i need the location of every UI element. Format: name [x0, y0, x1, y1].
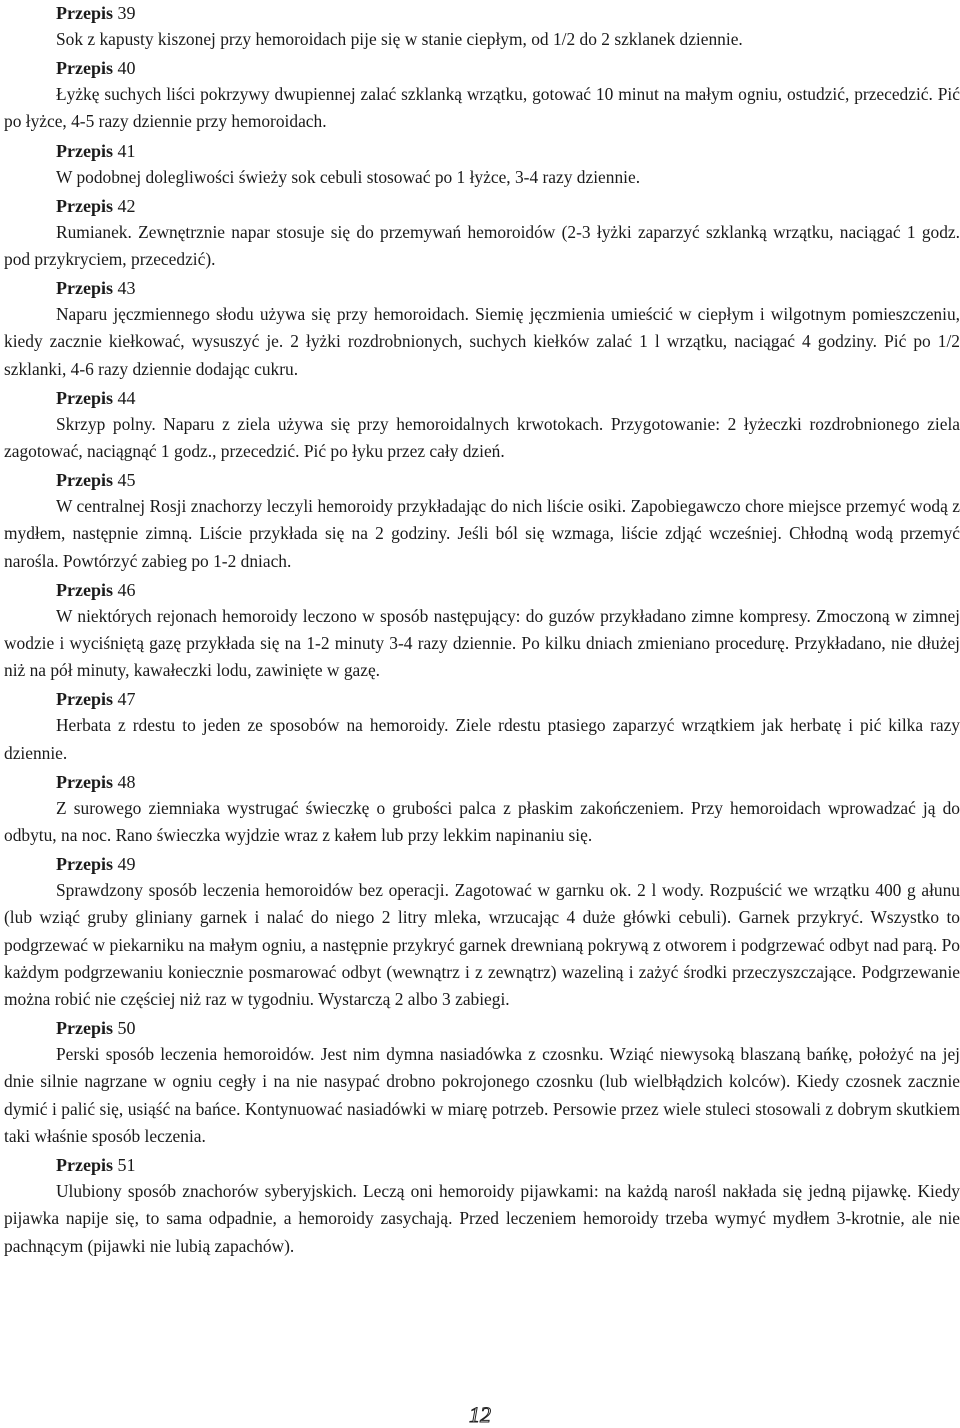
recipe-number: 45	[117, 470, 136, 491]
recipe-49	[4, 851, 960, 1013]
recipe-text: Rumianek. Zewnętrznie napar stosuje się do przemywań hemoroidów (2-3 łyżki zaparzyć szklanką wrzątku, naciągać 1 godz. pod przykryciem, przecedzić).	[4, 221, 960, 270]
recipe-text: Naparu jęczmiennego słodu używa się przy hemoroidach. Siemię jęczmienia umieścić w ciepłym i wilgotnym pomieszczeniu, kiedy zacznie kiełkować, wysuszyć je. 2 łyżki rozdrobnionych, suchych kiełków zalać 1 l wrzątku, naciągać 4 godziny. Pić po 1/2 szklanki, 4-6 razy dziennie dodając cukru.	[4, 304, 960, 379]
recipe-number: 41	[117, 140, 136, 161]
recipe-44	[4, 385, 960, 465]
recipe-number: 43	[117, 278, 136, 299]
recipe-heading	[4, 0, 960, 26]
recipe-number: 47	[117, 689, 136, 710]
recipe-text: Sprawdzony sposób leczenia hemoroidów bez operacji. Zagotować w garnku ok. 2 l wody. Rozpuścić we wrzątku 400 g ałunu (lub wziąć gruby gliniany garnek i nalać do niego 2 litry mleka, wrzucając 4 duże główki cebuli). Garnek przykryć. Wszystko to podgrzewać w piekarniku na małym ogniu, a następnie przykryć garnek drewnianą pokrywą z otworem i podgrzewać odbyt nad parą. Po każdym podgrzewaniu koniecznie posmarować odbyt (wewnątrz i z zewnątrz) wazeliną i zażyć środki przeczyszczające. Podgrzewanie można robić nie częściej niż raz w tygodniu. Wystarczą 2 albo 3 zabiegi.	[4, 880, 960, 1010]
recipe-label: Przepis	[56, 195, 113, 216]
recipe-heading	[4, 1015, 960, 1041]
recipe-label: Przepis	[56, 387, 113, 408]
recipe-text: W podobnej dolegliwości świeży sok cebuli stosować po 1 łyżce, 3-4 razy dziennie.	[56, 166, 641, 187]
recipe-label: Przepis	[56, 579, 113, 600]
recipe-heading	[4, 55, 960, 81]
recipe-label: Przepis	[56, 771, 113, 792]
recipe-text: Z surowego ziemniaka wystrugać świeczkę o grubości palca z płaskim zakończeniem. Przy hemoroidach wprowadzać ją do odbytu, na noc. Rano świeczka wyjdzie wraz z kałem lub przy lekkim napinaniu się.	[4, 797, 960, 846]
recipe-text: Sok z kapusty kiszonej przy hemoroidach pije się w stanie ciepłym, od 1/2 do 2 szklanek dziennie.	[56, 29, 743, 49]
recipe-heading	[4, 385, 960, 411]
recipe-heading	[4, 851, 960, 877]
recipe-47	[4, 686, 960, 766]
page-number: 12	[469, 1402, 491, 1427]
recipe-48	[4, 769, 960, 849]
recipe-50	[4, 1015, 960, 1150]
recipe-label: Przepis	[56, 470, 113, 491]
recipe-label: Przepis	[56, 140, 113, 161]
recipe-number: 49	[117, 854, 136, 875]
recipe-text: Perski sposób leczenia hemoroidów. Jest nim dymna nasiadówka z czosnku. Wziąć niewysoką blaszaną bańkę, położyć na jej dnie silnie nagrzane w ogniu cegły i na nie nasypać drobno pokrojonego czosnku (lub wielbłądzich kolców). Kiedy czosnek zacznie dymić i palić się, usiąść na bańce. Kontynuować nasiadówki w miarę potrzeb. Persowie przez wiele stuleci stosowali z dobrym skutkiem taki właśnie sposób leczenia.	[4, 1044, 960, 1146]
document-content	[4, 0, 960, 1262]
recipe-number: 40	[117, 58, 136, 79]
recipe-label: Przepis	[56, 689, 113, 710]
recipe-46	[4, 577, 960, 685]
recipe-text: W centralnej Rosji znachorzy leczyli hemoroidy przykładając do nich liście osiki. Zapobiegawczo chore miejsce przemyć wodą z mydłem, następnie zimną. Liście przykłada się na 2 godziny. Jeśli ból się wzmaga, liście zdjąć wcześniej. Chłodną wodą przemyć narośla. Powtórzyć zabieg po 1-2 dniach.	[4, 496, 960, 571]
recipe-heading	[4, 275, 960, 301]
recipe-heading	[4, 686, 960, 712]
recipe-number: 46	[117, 579, 136, 600]
recipe-number: 50	[117, 1018, 136, 1039]
recipe-heading	[4, 769, 960, 795]
recipe-text: Łyżkę suchych liści pokrzywy dwupiennej zalać szklanką wrzątku, gotować 10 minut na małym ogniu, ostudzić, przecedzić. Pić po łyżce, 4-5 razy dziennie przy hemoroidach.	[4, 84, 960, 132]
recipe-40	[4, 55, 960, 135]
recipe-heading	[4, 467, 960, 493]
recipe-43	[4, 275, 960, 383]
recipe-heading	[4, 1152, 960, 1178]
recipe-label: Przepis	[56, 58, 113, 79]
recipe-text: Ulubiony sposób znachorów syberyjskich. Leczą oni hemoroidy pijawkami: na każdą narośl nakłada się jedną pijawkę. Kiedy pijawka napije się, to sama odpadnie, a hemoroidy zasychają. Przed leczeniem hemoroidy trzeba wymyć mydłem 3-krotnie, ale nie pachnącym (pijawki nie lubią zapachów).	[4, 1181, 960, 1256]
recipe-number: 48	[117, 771, 136, 792]
recipe-39	[4, 0, 960, 53]
recipe-label: Przepis	[56, 854, 113, 875]
recipe-text: W niektórych rejonach hemoroidy leczono w sposób następujący: do guzów przykładano zimne kompresy. Zmoczoną w zimnej wodzie i wyciśniętą gazę przykłada się na 1-2 minuty 3-4 razy dziennie. Po kilku dniach zmieniano procedurę. Przykładano, nie dłużej niż na pół minuty, kawałeczki lodu, zawinięte w gazę.	[4, 605, 960, 681]
recipe-42	[4, 193, 960, 273]
recipe-number: 51	[117, 1155, 136, 1176]
recipe-text: Skrzyp polny. Naparu z ziela używa się przy hemoroidalnych krwotokach. Przygotowanie: 2 łyżeczki rozdrobnionego ziela zagotować, naciągnąć 1 godz., przecedzić. Pić po łyku przez cały dzień.	[4, 413, 960, 462]
recipe-number: 42	[117, 195, 136, 216]
recipe-text: Herbata z rdestu to jeden ze sposobów na hemoroidy. Ziele rdestu ptasiego zaparzyć wrzątkiem jak herbatę i pić kilka razy dziennie.	[4, 715, 960, 763]
recipe-heading	[4, 193, 960, 219]
recipe-41	[4, 138, 960, 191]
recipe-heading	[4, 138, 960, 164]
recipe-45	[4, 467, 960, 575]
recipe-label: Przepis	[56, 278, 113, 299]
recipe-label: Przepis	[56, 1018, 113, 1039]
recipe-number: 39	[117, 3, 136, 23]
recipe-number: 44	[117, 387, 136, 408]
recipe-51	[4, 1152, 960, 1260]
recipe-label: Przepis	[56, 3, 113, 23]
recipe-label: Przepis	[56, 1155, 113, 1176]
recipe-heading	[4, 577, 960, 603]
